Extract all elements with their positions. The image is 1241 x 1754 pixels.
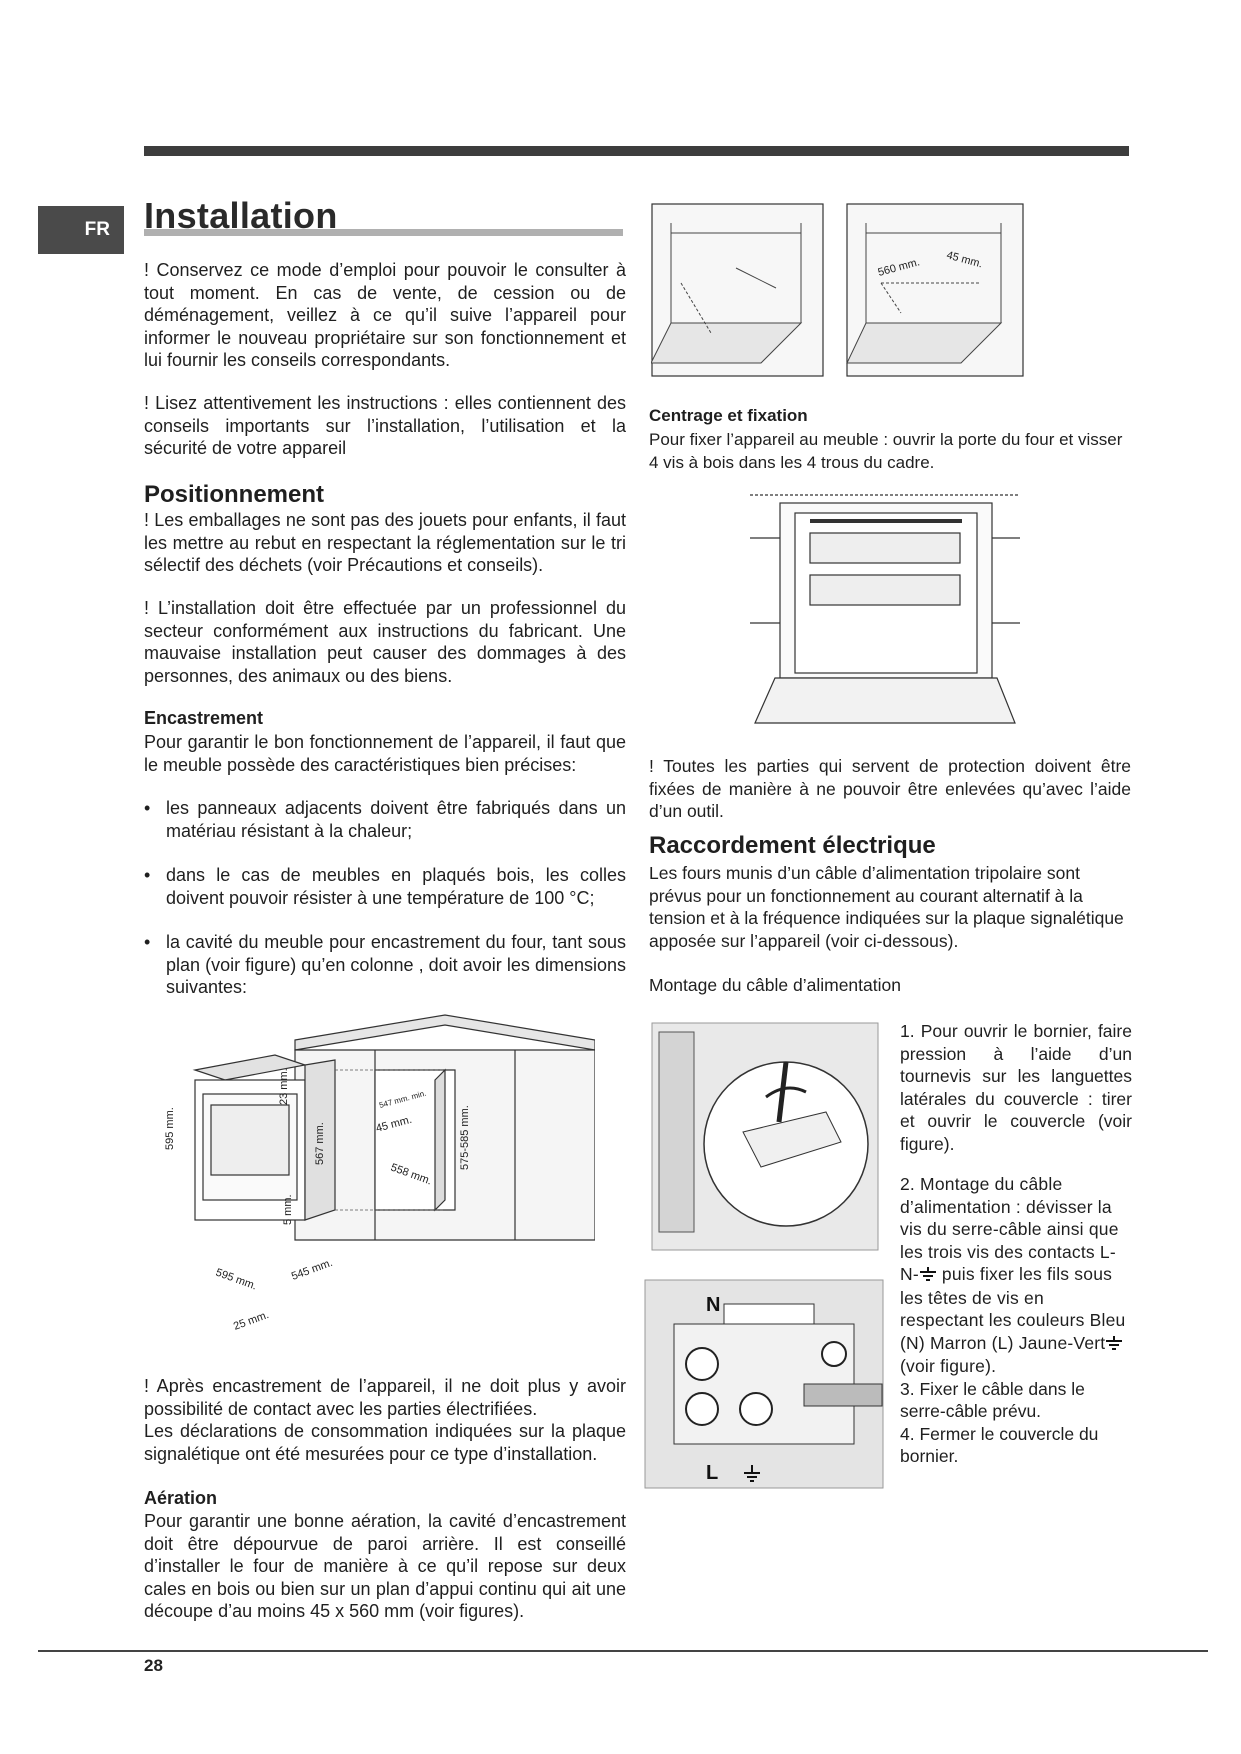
packaging-paragraph: ! Les emballages ne sont pas des jouets pour enfants, il faut les mettre au rebut en respectant la réglementation sur le tri sélectif des déchets (voir Précautions et conseils). — [144, 510, 626, 575]
step-1: 1. Pour ouvrir le bornier, faire pression à l’aide d’un tournevis sur les languettes latérales du couvercle : tirer et ouvrir le couvercle (voir figure). — [900, 1021, 1132, 1154]
oven-front-figure — [750, 493, 1020, 728]
dim-560: 560 mm. — [876, 256, 922, 279]
top-rule — [144, 146, 1129, 156]
earth-icon — [919, 1264, 937, 1287]
list-item: • dans le cas de meubles en plaqués bois, les colles doivent pouvoir résister à une température de 100 °C; — [144, 864, 626, 909]
bottom-rule — [38, 1650, 1208, 1652]
safety-paragraph: ! Après encastrement de l’appareil, il ne doit plus y avoir possibilité de contact avec les parties électrifiées. — [144, 1376, 626, 1419]
neutral-label: N — [706, 1294, 721, 1316]
heading-raccordement: Raccordement électrique — [649, 832, 936, 859]
earth-icon — [1105, 1333, 1123, 1356]
montage-caption: Montage du câble d’alimentation — [649, 975, 901, 995]
dim-23: 23 mm. — [278, 1068, 290, 1105]
aeration-paragraph: Pour garantir une bonne aération, la cavité d’encastrement doit être dépourvue de paroi arrière. Il est conseillé d’installer le four de manière à ce qu’il repose sur deux cales en bois ou bien sur un plan d’appui continu qui ait une découpe d’au moins 45 x 560 mm (voir figures). — [144, 1511, 626, 1621]
page-title: Installation — [144, 195, 338, 236]
centrage-paragraph: Pour fixer l’appareil au meuble : ouvrir la porte du four et visser 4 vis à bois dans les 4 trous du cadre. — [649, 430, 1123, 472]
dim-547: 547 mm. min. — [378, 1088, 428, 1110]
dim-25: 25 mm. — [231, 1308, 271, 1333]
dim-5: 5 mm. — [282, 1194, 294, 1225]
step-3: 3. Fixer le câble dans le serre-câble prévu. — [900, 1378, 1085, 1422]
dim-545: 545 mm. — [289, 1256, 335, 1283]
dim-595-height: 595 mm. — [164, 1107, 176, 1150]
professional-paragraph: ! L’installation doit être effectuée par un professionnel du secteur conformément aux instructions du fabricant. Une mauvaise installation peut causer des dommages à des personnes, des animaux ou des biens. — [144, 598, 626, 686]
page-number: 28 — [144, 1656, 163, 1675]
list-item: • la cavité du meuble pour encastrement du four, tant sous plan (voir figure) qu’en colonne , doit avoir les dimensions suivantes: — [144, 931, 626, 999]
terminal-block-figure — [644, 1279, 884, 1489]
dim-575-585: 575-585 mm. — [459, 1105, 471, 1170]
bullet-list — [144, 797, 626, 999]
heading-encastrement: Encastrement — [144, 708, 264, 728]
terminal-cover-figure — [651, 1022, 879, 1251]
live-label: L — [706, 1462, 719, 1484]
dim-558: 558 mm. — [388, 1161, 434, 1188]
installation-steps — [900, 1020, 1132, 1468]
list-item: • les panneaux adjacents doivent être fabriqués dans un matériau résistant à la chaleur; — [144, 797, 626, 842]
step-2: 2. Montage du câble d’alimentation : dévisser la vis du serre-câble ainsi que les trois vis des contacts L-N- puis fixer les fils sous les têtes de vis en respectant les couleurs Bleu (N) Marron (L) Jaune-Vert (voir figure). — [900, 1174, 1126, 1377]
heading-aeration: Aération — [144, 1488, 218, 1508]
ventilation-figures — [651, 203, 1024, 378]
raccordement-paragraph: Les fours munis d’un câble d’alimentation tripolaire sont prévus pour un fonctionnement au courant alternatif à la tension et à la fréquence indiquées sur la plaque signalétique apposée sur l’appareil (voir ci-dessous). — [649, 863, 1124, 951]
language-tab: FR — [38, 206, 124, 254]
read-instructions-paragraph: ! Lisez attentivement les instructions : elles contiennent des conseils importants sur l’installation, l’utilisation et la sécurité de votre appareil — [144, 393, 626, 458]
encastrement-paragraph: Pour garantir le bon fonctionnement de l’appareil, il faut que le meuble possède des caractéristiques bien précises: — [144, 732, 626, 775]
dim-595-width: 595 mm. — [213, 1266, 259, 1293]
protection-paragraph: ! Toutes les parties qui servent de protection doivent être fixées de manière à ne pouvoir être enlevées qu’avec l’aide d’un outil. — [649, 756, 1131, 821]
intro-paragraph: ! Conservez ce mode d’emploi pour pouvoir le consulter à tout moment. En cas de vente, de cession ou de déménagement, veillez à ce qu’il suive l’appareil pour informer le nouveau propriétaire sur son fonctionnement et lui fournir les conseils correspondants. — [144, 260, 626, 370]
dim-45: 45 mm. — [374, 1113, 414, 1135]
consumption-paragraph: Les déclarations de consommation indiquées sur la plaque signalétique ont été mesurées pour ce type d’installation. — [144, 1421, 626, 1464]
cabinet-dimensions-figure — [155, 1010, 595, 1340]
step-4: 4. Fermer le couvercle du bornier. — [900, 1423, 1099, 1467]
dim-567: 567 mm. — [314, 1122, 326, 1165]
heading-centrage: Centrage et fixation — [649, 406, 808, 425]
heading-positionnement: Positionnement — [144, 481, 325, 508]
dim-45-top: 45 mm. — [945, 249, 984, 271]
